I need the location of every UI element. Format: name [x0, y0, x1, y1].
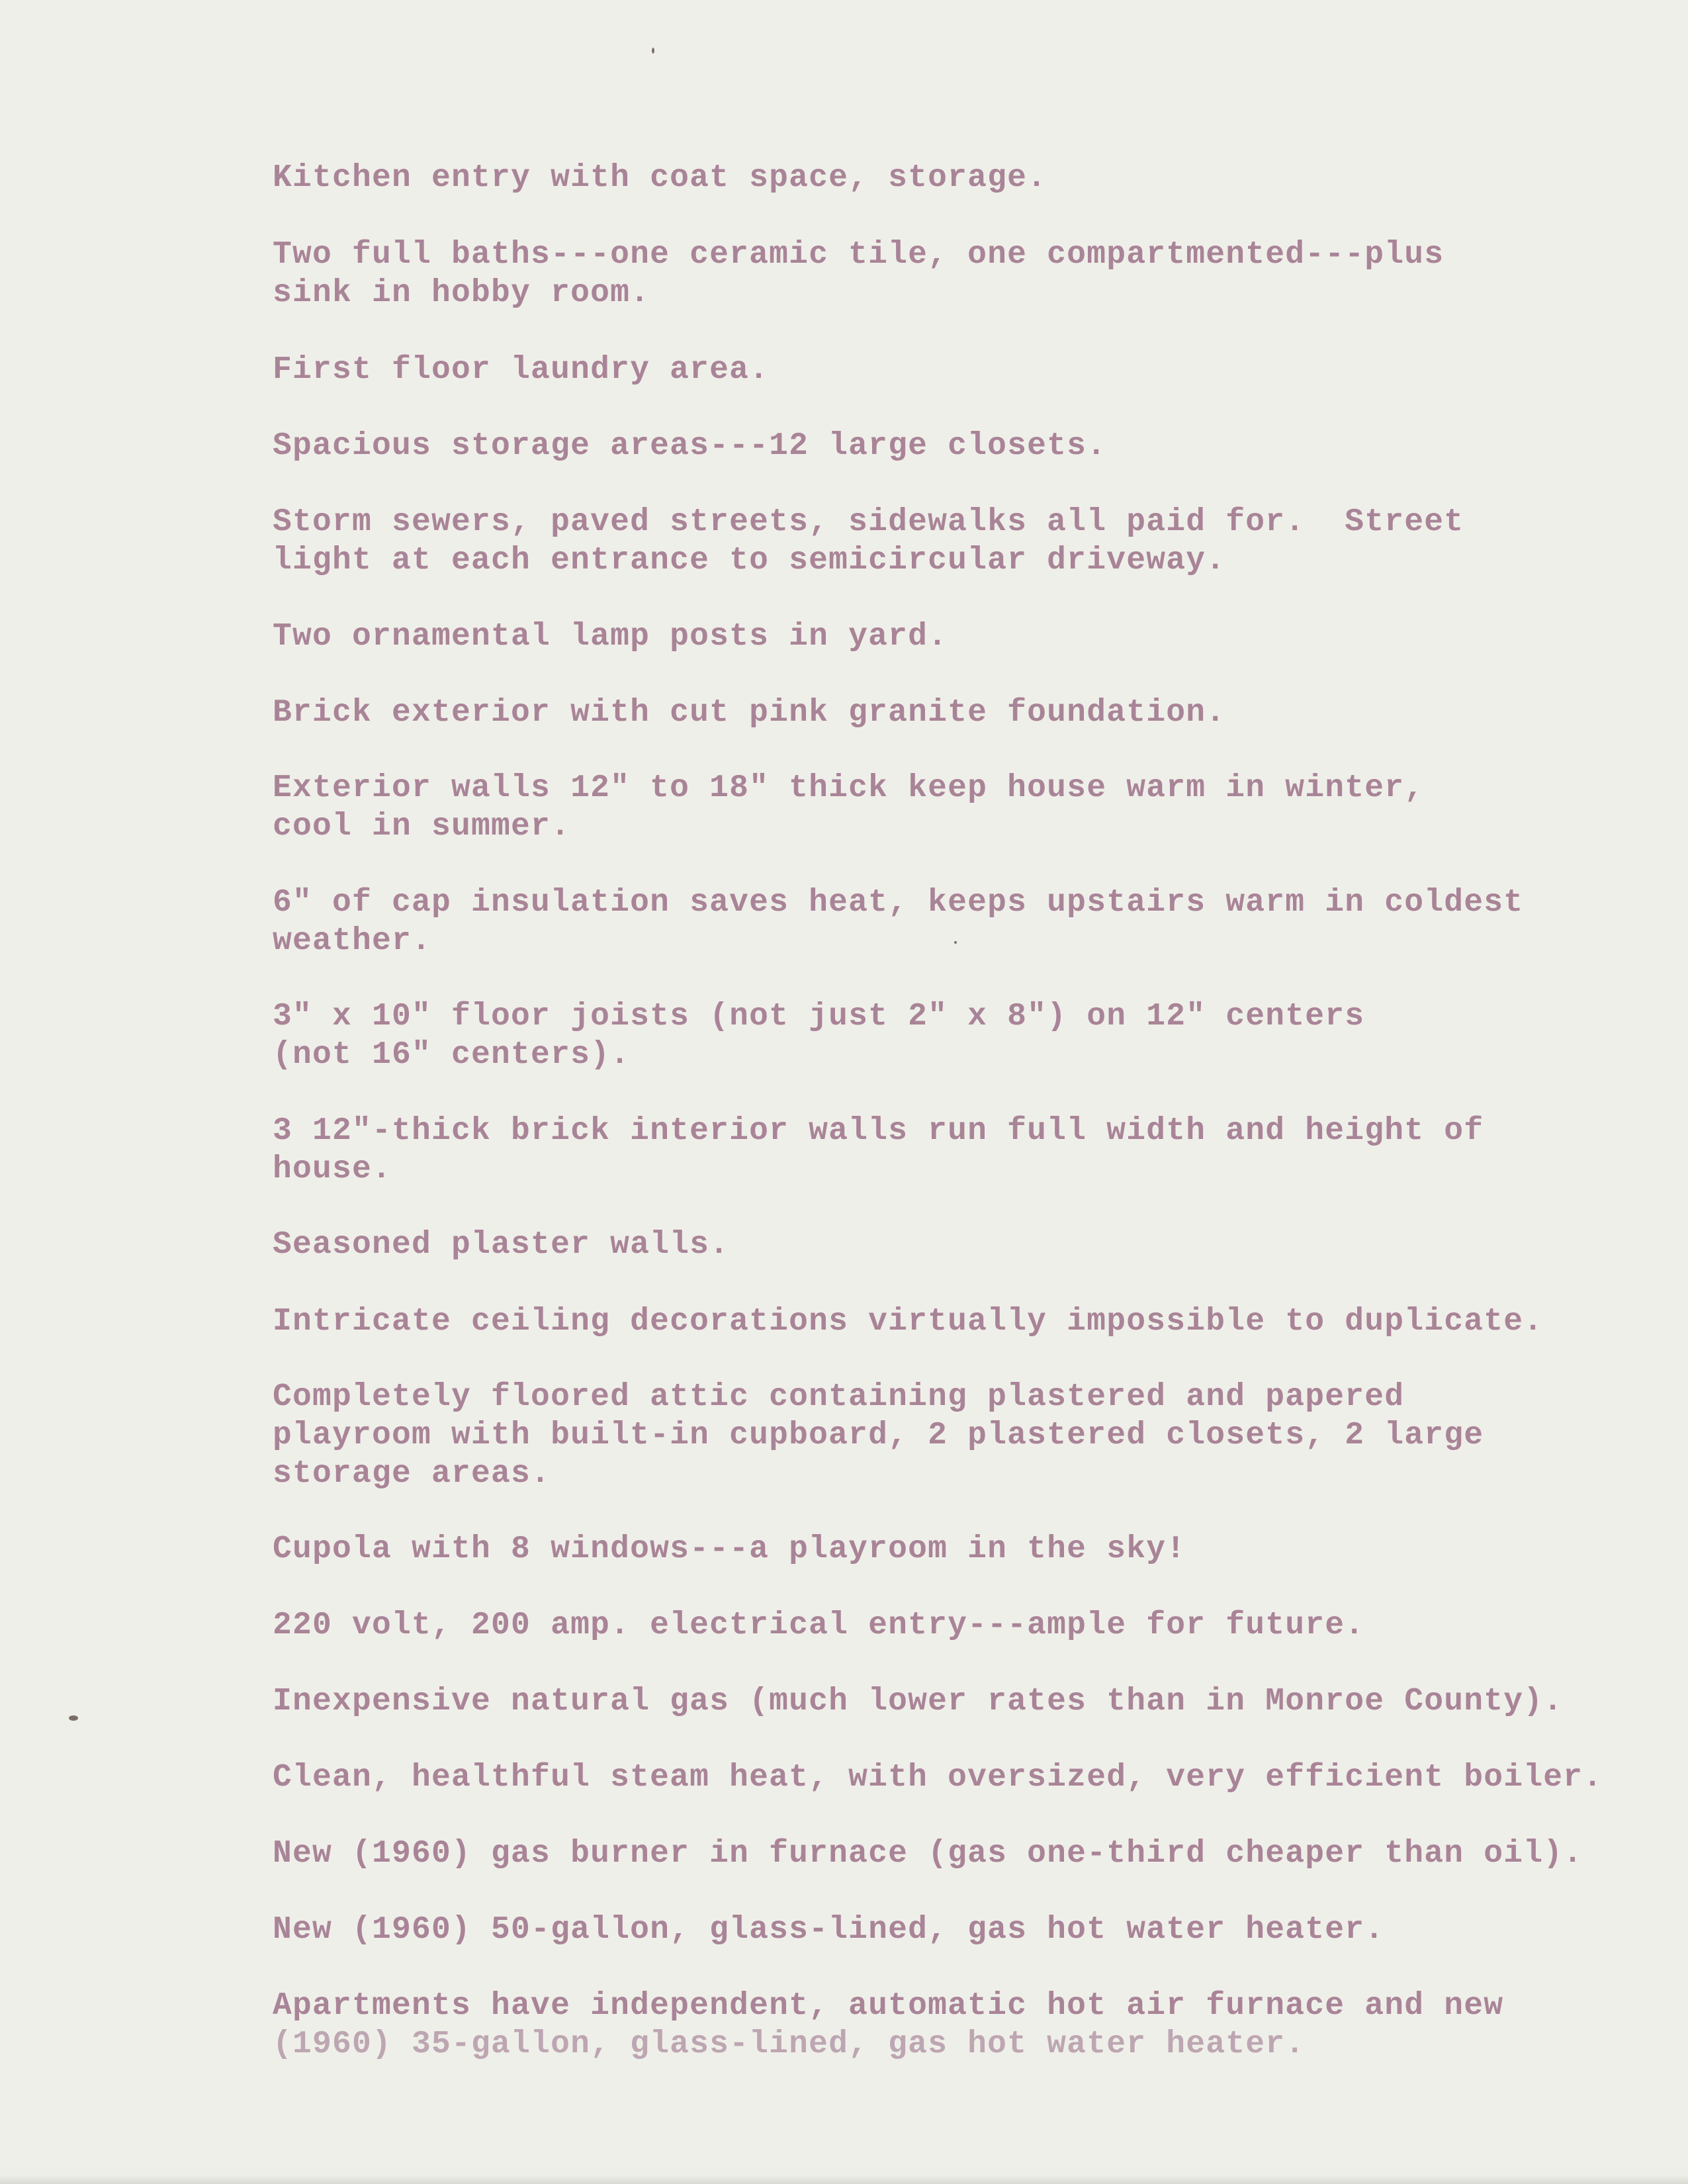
- feature-item: 3" x 10" floor joists (not just 2" x 8") on 12" centers (not 16" centers).: [273, 999, 1365, 1073]
- paper-speck: [652, 48, 654, 54]
- feature-item: New (1960) gas burner in furnace (gas one-third cheaper than oil).: [273, 1836, 1583, 1872]
- feature-item: Completely floored attic containing plastered and papered playroom with built-in cupboard, 2 plastered closets, 2 large storage areas.: [273, 1379, 1484, 1492]
- feature-item: 220 volt, 200 amp. electrical entry---ample for future.: [273, 1608, 1365, 1643]
- paper-speck: [69, 1715, 78, 1721]
- feature-item: 6" of cap insulation saves heat, keeps upstairs warm in coldest weather.: [273, 885, 1524, 959]
- feature-item: New (1960) 50-gallon, glass-lined, gas hot water heater.: [273, 1912, 1385, 1948]
- feature-item: Exterior walls 12" to 18" thick keep house warm in winter, cool in summer.: [273, 770, 1425, 844]
- feature-item: Intricate ceiling decorations virtually impossible to duplicate.: [273, 1304, 1544, 1340]
- feature-item: Kitchen entry with coat space, storage.: [273, 160, 1047, 196]
- feature-item: First floor laundry area.: [273, 352, 770, 388]
- feature-item: Two full baths---one ceramic tile, one compartmented---plus sink in hobby room.: [273, 237, 1444, 311]
- feature-item: Storm sewers, paved streets, sidewalks all paid for. Street light at each entrance to semicircular driveway.: [273, 504, 1464, 578]
- feature-item: Inexpensive natural gas (much lower rates than in Monroe County).: [273, 1684, 1564, 1719]
- feature-item: 3 12"-thick brick interior walls run full width and height of house.: [273, 1113, 1484, 1187]
- feature-item: Clean, healthful steam heat, with oversized, very efficient boiler.: [273, 1760, 1603, 1796]
- feature-item: Spacious storage areas---12 large closets.: [273, 428, 1107, 464]
- feature-item: Cupola with 8 windows---a playroom in the sky!: [273, 1531, 1186, 1567]
- feature-item: Two ornamental lamp posts in yard.: [273, 619, 948, 655]
- feature-item: Seasoned plaster walls.: [273, 1227, 730, 1263]
- feature-item: Brick exterior with cut pink granite foundation.: [273, 695, 1226, 731]
- feature-item: Apartments have independent, automatic hot air furnace and new (1960) 35-gallon, glass-lined, gas hot water heater.: [273, 1988, 1504, 2062]
